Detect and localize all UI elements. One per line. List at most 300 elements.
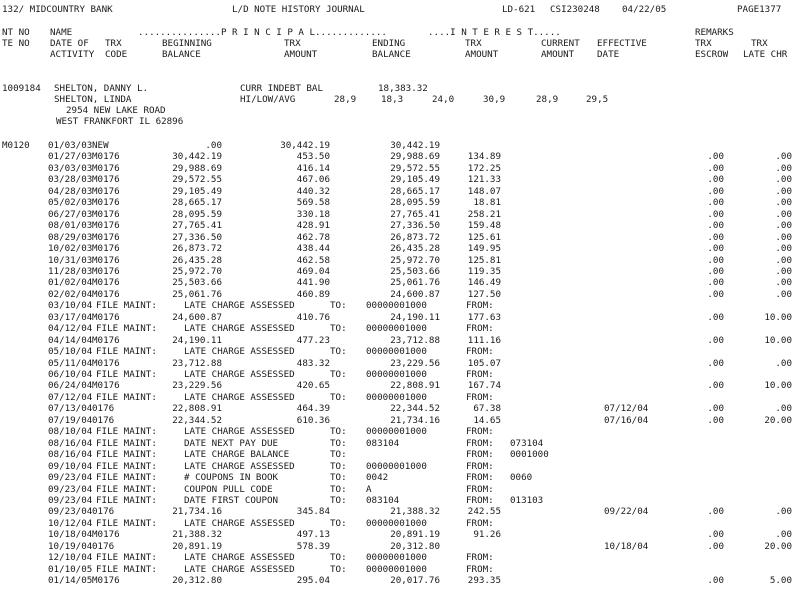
row-late-charge: 10.00 — [764, 311, 792, 323]
row-interest: FROM: — [466, 426, 494, 438]
row-code: M0176 — [92, 254, 120, 266]
row-ending: 20,891.19 — [390, 529, 440, 541]
row-ending: 0042 — [366, 472, 389, 484]
page-number: PAGE1377 — [737, 4, 782, 15]
bank-name: 132/ MIDCOUNTRY BANK — [2, 4, 113, 15]
hdr-trx-late: TRX — [751, 38, 768, 49]
curr-indebt-value: 18,383.32 — [378, 83, 428, 94]
row-beginning: 24,190.11 — [172, 334, 222, 346]
row-date: 08/10/04 — [48, 426, 93, 438]
row-amount: 462.58 — [296, 254, 330, 266]
row-late-charge: .00 — [775, 254, 792, 266]
row-late-charge: 5.00 — [769, 575, 792, 587]
row-date: 10/12/04 — [48, 517, 93, 529]
hilo-value-2: 18,3 — [381, 94, 404, 105]
row-amount: TO: — [330, 517, 347, 529]
row-ending: 24,600.87 — [390, 288, 440, 300]
row-effective: 10/18/04 — [604, 540, 649, 552]
row-date: 06/27/03 — [48, 208, 93, 220]
row-effective: 073104 — [510, 437, 544, 449]
row-beginning: LATE CHARGE ASSESSED — [184, 563, 295, 575]
row-ending: 24,190.11 — [390, 311, 440, 323]
row-ending: 29,105.49 — [390, 174, 440, 186]
row-date: 09/23/04 — [48, 483, 93, 495]
row-code: FILE MAINT: — [96, 323, 157, 335]
row-escrow: .00 — [707, 265, 724, 277]
row-ending: 00000001000 — [366, 323, 427, 335]
row-interest: FROM: — [466, 460, 494, 472]
hdr-beginning: BEGINNING — [162, 38, 212, 49]
row-date: 04/12/04 — [48, 323, 93, 335]
hilo-value-6: 29,5 — [586, 94, 609, 105]
row-date: 05/10/04 — [48, 346, 93, 358]
row-ending: 26,873.72 — [390, 231, 440, 243]
row-ending: 30,442.19 — [390, 140, 440, 151]
row-code: M0176 — [92, 529, 120, 541]
row-amount: TO: — [330, 472, 347, 484]
row-effective: 09/22/04 — [604, 506, 649, 518]
row-escrow: .00 — [707, 162, 724, 174]
row-ending: 28,665.17 — [390, 185, 440, 197]
row-date: 09/10/04 — [48, 460, 93, 472]
row-escrow: .00 — [707, 197, 724, 209]
row-escrow: .00 — [707, 254, 724, 266]
row-late-charge: .00 — [775, 162, 792, 174]
row-interest: 172.25 — [467, 162, 501, 174]
row-effective: 013103 — [510, 494, 544, 506]
row-escrow: .00 — [707, 288, 724, 300]
row-ending: 22,808.91 — [390, 380, 440, 392]
row-amount: 416.14 — [296, 162, 330, 174]
row-late-charge: 20.00 — [764, 540, 792, 552]
hdr-amount-interest: AMOUNT — [465, 49, 499, 60]
hdr-trx: TRX — [105, 38, 122, 49]
row-beginning: LATE CHARGE ASSESSED — [184, 426, 295, 438]
hilo-value-3: 24,0 — [432, 94, 455, 105]
row-amount: 578.39 — [296, 540, 330, 552]
row-interest: FROM: — [466, 483, 494, 495]
row-late-charge: .00 — [775, 197, 792, 209]
row-interest: FROM: — [466, 437, 494, 449]
hdr-name: NAME — [50, 27, 73, 38]
hdr-trx-escrow: TRX — [695, 38, 712, 49]
row-date: 03/17/04 — [48, 311, 93, 323]
row-ending: 00000001000 — [366, 460, 427, 472]
row-code: FILE MAINT: — [96, 494, 157, 506]
hdr-balance-begin: BALANCE — [162, 49, 201, 60]
hdr-activity: ACTIVITY — [50, 49, 95, 60]
row-late-charge: .00 — [775, 288, 792, 300]
row-late-charge: .00 — [775, 185, 792, 197]
row-date: 06/10/04 — [48, 369, 93, 380]
row-code: FILE MAINT: — [96, 346, 157, 358]
row-date: 01/02/04 — [48, 277, 93, 289]
hilo-value-5: 28,9 — [536, 94, 559, 105]
row-date: 05/11/04 — [48, 357, 93, 369]
row-ending: 00000001000 — [366, 300, 427, 312]
row-code: FILE MAINT: — [96, 300, 157, 312]
row-ending: 00000001000 — [366, 563, 427, 575]
row-amount: 295.04 — [296, 575, 330, 587]
row-interest: 105.07 — [467, 357, 501, 369]
row-beginning: 22,808.91 — [172, 403, 222, 415]
row-escrow: .00 — [707, 414, 724, 426]
row-ending: 21,734.16 — [390, 414, 440, 426]
row-interest: 146.49 — [467, 277, 501, 289]
row-code: FILE MAINT: — [96, 483, 157, 495]
row-date: 11/28/03 — [48, 265, 93, 277]
row-effective: 07/16/04 — [604, 414, 649, 426]
row-beginning: 26,873.72 — [172, 243, 222, 255]
row-effective: 07/12/04 — [604, 403, 649, 415]
row-date: 04/14/04 — [48, 334, 93, 346]
hdr-trx-principal: TRX — [284, 38, 301, 49]
row-code: M0176 — [92, 208, 120, 220]
row-code: M0176 — [92, 380, 120, 392]
row-code: 0176 — [92, 540, 115, 552]
row-amount: TO: — [330, 460, 347, 472]
row-code: M0176 — [92, 231, 120, 243]
row-beginning: 23,229.56 — [172, 380, 222, 392]
row-late-charge: 20.00 — [764, 414, 792, 426]
row-beginning: LATE CHARGE ASSESSED — [184, 517, 295, 529]
row-interest: 14.65 — [473, 414, 501, 426]
row-escrow: .00 — [707, 540, 724, 552]
row-code: M0176 — [92, 220, 120, 232]
row-beginning: LATE CHARGE ASSESSED — [184, 460, 295, 472]
hdr-escrow: ESCROW — [695, 49, 729, 60]
row-amount: 477.23 — [296, 334, 330, 346]
row-code: M0176 — [92, 197, 120, 209]
row-ending: 28,095.59 — [390, 197, 440, 209]
row-amount: TO: — [330, 552, 347, 564]
row-interest: FROM: — [466, 323, 494, 335]
row-date: 01/10/05 — [48, 563, 93, 575]
row-escrow: .00 — [707, 220, 724, 232]
row-ending: 00000001000 — [366, 552, 427, 564]
hdr-late-chr: LATE CHR — [743, 49, 788, 60]
row-amount: 497.13 — [296, 529, 330, 541]
row-date: 10/19/04 — [48, 540, 93, 552]
row-amount: TO: — [330, 369, 347, 380]
row-amount: 330.18 — [296, 208, 330, 220]
row-code: FILE MAINT: — [96, 552, 157, 564]
row-beginning: 25,061.76 — [172, 288, 222, 300]
row-interest: 125.81 — [467, 254, 501, 266]
row-ending: 00000001000 — [366, 517, 427, 529]
row-beginning: 23,712.88 — [172, 357, 222, 369]
row-code: M0176 — [92, 151, 120, 163]
row-amount: TO: — [330, 426, 347, 438]
row-beginning: LATE CHARGE ASSESSED — [184, 300, 295, 312]
row-amount: 467.06 — [296, 174, 330, 186]
row-ending: 26,435.28 — [390, 243, 440, 255]
row-amount: TO: — [330, 346, 347, 358]
row-late-charge: 10.00 — [764, 380, 792, 392]
row-beginning: 25,503.66 — [172, 277, 222, 289]
row-amount: 410.76 — [296, 311, 330, 323]
borrower-name-2: SHELTON, LINDA — [54, 94, 132, 105]
borrower-name-1: SHELTON, DANNY L. — [54, 83, 149, 94]
row-code: M0176 — [92, 277, 120, 289]
row-amount: 345.84 — [296, 506, 330, 518]
hdr-balance-end: BALANCE — [372, 49, 411, 60]
row-interest: 134.89 — [467, 151, 501, 163]
row-interest: FROM: — [466, 552, 494, 564]
row-code: FILE MAINT: — [96, 437, 157, 449]
row-beginning: 27,336.50 — [172, 231, 222, 243]
row-date: 05/02/03 — [48, 197, 93, 209]
row-interest: FROM: — [466, 346, 494, 358]
row-interest: 121.33 — [467, 174, 501, 186]
curr-indebt-label: CURR INDEBT BAL — [240, 83, 323, 94]
row-code: M0176 — [92, 265, 120, 277]
hilo-value-4: 30,9 — [483, 94, 506, 105]
row-code: M0176 — [92, 357, 120, 369]
row-late-charge: .00 — [775, 151, 792, 163]
row-date: 08/16/04 — [48, 449, 93, 461]
row-beginning: LATE CHARGE ASSESSED — [184, 391, 295, 403]
row-ending: 27,336.50 — [390, 220, 440, 232]
row-date: 07/12/04 — [48, 391, 93, 403]
row-interest: 293.35 — [467, 575, 501, 587]
row-amount: 483.32 — [296, 357, 330, 369]
hdr-ending: ENDING — [372, 38, 406, 49]
row-beginning: LATE CHARGE ASSESSED — [184, 369, 295, 380]
row-interest: 111.16 — [467, 334, 501, 346]
row-escrow: .00 — [707, 231, 724, 243]
row-interest: 167.74 — [467, 380, 501, 392]
row-date: 03/28/03 — [48, 174, 93, 186]
note-number: 1009184 — [2, 83, 41, 94]
row-interest: 127.50 — [467, 288, 501, 300]
row-amount: 428.91 — [296, 220, 330, 232]
row-code: M0176 — [92, 311, 120, 323]
row-interest: 125.61 — [467, 231, 501, 243]
row-amount: 464.39 — [296, 403, 330, 415]
row-code: M0176 — [92, 575, 120, 587]
row-code: NEW — [92, 140, 109, 151]
row-amount: 569.58 — [296, 197, 330, 209]
row-amount: TO: — [330, 323, 347, 335]
row-date: 12/10/04 — [48, 552, 93, 564]
row-amount: 441.90 — [296, 277, 330, 289]
row-beginning: LATE CHARGE ASSESSED — [184, 323, 295, 335]
row-amount: 610.36 — [296, 414, 330, 426]
sub-note-number: M0120 — [2, 140, 30, 151]
row-ending: 20,312.80 — [390, 540, 440, 552]
row-beginning: 29,105.49 — [172, 185, 222, 197]
row-code: FILE MAINT: — [96, 426, 157, 438]
row-beginning: LATE CHARGE ASSESSED — [184, 552, 295, 564]
row-ending: 27,765.41 — [390, 208, 440, 220]
row-amount: TO: — [330, 437, 347, 449]
row-late-charge: .00 — [775, 174, 792, 186]
row-date: 08/29/03 — [48, 231, 93, 243]
row-escrow: .00 — [707, 506, 724, 518]
row-code: FILE MAINT: — [96, 472, 157, 484]
row-date: 07/19/04 — [48, 414, 93, 426]
row-ending: 00000001000 — [366, 391, 427, 403]
row-beginning: 25,972.70 — [172, 265, 222, 277]
row-late-charge: .00 — [775, 506, 792, 518]
row-amount: TO: — [330, 391, 347, 403]
row-ending: 29,572.55 — [390, 162, 440, 174]
row-late-charge: 10.00 — [764, 334, 792, 346]
row-interest: 119.35 — [467, 265, 501, 277]
row-beginning: 22,344.52 — [172, 414, 222, 426]
row-code: FILE MAINT: — [96, 449, 157, 461]
row-code: M0176 — [92, 243, 120, 255]
row-code: M0176 — [92, 288, 120, 300]
row-beginning: 27,765.41 — [172, 220, 222, 232]
row-beginning: 20,891.19 — [172, 540, 222, 552]
hdr-amount-current: AMOUNT — [541, 49, 575, 60]
hdr-date-of: DATE OF — [50, 38, 89, 49]
row-beginning: COUPON PULL CODE — [184, 483, 273, 495]
row-interest: 258.21 — [467, 208, 501, 220]
row-beginning: LATE CHARGE BALANCE — [184, 449, 290, 461]
row-code: 0176 — [92, 403, 115, 415]
row-ending: 20,017.76 — [390, 575, 440, 587]
row-code: M0176 — [92, 174, 120, 186]
row-amount: 30,442.19 — [280, 140, 330, 151]
row-ending: 23,712.88 — [390, 334, 440, 346]
row-late-charge: .00 — [775, 243, 792, 255]
row-interest: FROM: — [466, 517, 494, 529]
row-escrow: .00 — [707, 334, 724, 346]
row-escrow: .00 — [707, 151, 724, 163]
row-code: M0176 — [92, 185, 120, 197]
row-code: FILE MAINT: — [96, 391, 157, 403]
form-id: LD-621 — [502, 4, 536, 15]
row-escrow: .00 — [707, 174, 724, 186]
row-escrow: .00 — [707, 380, 724, 392]
row-ending: 25,503.66 — [390, 265, 440, 277]
row-date: 02/02/04 — [48, 288, 93, 300]
row-escrow: .00 — [707, 243, 724, 255]
row-ending: 22,344.52 — [390, 403, 440, 415]
row-interest: 159.48 — [467, 220, 501, 232]
row-interest: FROM: — [466, 449, 494, 461]
row-beginning: 21,388.32 — [172, 529, 222, 541]
row-ending: 29,988.69 — [390, 151, 440, 163]
report-title: L/D NOTE HISTORY JOURNAL — [232, 4, 365, 15]
hilo-label: HI/LOW/AVG — [240, 94, 296, 105]
row-date: 09/23/04 — [48, 506, 93, 518]
row-date: 01/03/03 — [48, 140, 93, 151]
row-amount: TO: — [330, 483, 347, 495]
row-date: 10/31/03 — [48, 254, 93, 266]
row-beginning: LATE CHARGE ASSESSED — [184, 346, 295, 358]
row-late-charge: .00 — [775, 208, 792, 220]
hdr-te-no: TE NO — [2, 38, 30, 49]
row-ending: A — [366, 483, 372, 495]
row-code: FILE MAINT: — [96, 369, 157, 380]
row-interest: FROM: — [466, 563, 494, 575]
row-escrow: .00 — [707, 403, 724, 415]
row-escrow: .00 — [707, 575, 724, 587]
row-amount: 438.44 — [296, 243, 330, 255]
row-date: 08/01/03 — [48, 220, 93, 232]
row-amount: 440.32 — [296, 185, 330, 197]
row-late-charge: .00 — [775, 220, 792, 232]
row-interest: 67.38 — [473, 403, 501, 415]
row-escrow: .00 — [707, 357, 724, 369]
row-ending: 083104 — [366, 437, 400, 449]
row-late-charge: .00 — [775, 277, 792, 289]
row-code: FILE MAINT: — [96, 517, 157, 529]
hdr-interest-section: ....I N T E R E S T..... — [428, 27, 561, 38]
row-amount: TO: — [330, 300, 347, 312]
row-escrow: .00 — [707, 208, 724, 220]
hdr-trx-interest: TRX — [465, 38, 482, 49]
row-ending: 00000001000 — [366, 426, 427, 438]
row-escrow: .00 — [707, 185, 724, 197]
row-late-charge: .00 — [775, 231, 792, 243]
row-interest: FROM: — [466, 300, 494, 312]
row-beginning: 30,442.19 — [172, 151, 222, 163]
row-amount: TO: — [330, 494, 347, 506]
row-late-charge: .00 — [775, 403, 792, 415]
hdr-effective: EFFECTIVE — [597, 38, 647, 49]
row-date: 03/10/04 — [48, 300, 93, 312]
row-date: 01/14/05 — [48, 575, 93, 587]
row-beginning: 28,095.59 — [172, 208, 222, 220]
hdr-remarks: REMARKS — [695, 27, 734, 38]
row-late-charge: .00 — [775, 265, 792, 277]
row-amount: TO: — [330, 449, 347, 461]
row-interest: 148.07 — [467, 185, 501, 197]
row-code: 0176 — [92, 414, 115, 426]
row-date: 04/28/03 — [48, 185, 93, 197]
row-escrow: .00 — [707, 529, 724, 541]
row-interest: 149.95 — [467, 243, 501, 255]
row-interest: FROM: — [466, 391, 494, 403]
row-interest: 242.55 — [467, 506, 501, 518]
row-ending: 25,972.70 — [390, 254, 440, 266]
row-interest: FROM: — [466, 369, 494, 380]
row-ending: 00000001000 — [366, 346, 427, 358]
row-date: 10/02/03 — [48, 243, 93, 255]
row-amount: 460.89 — [296, 288, 330, 300]
row-beginning: 29,572.55 — [172, 174, 222, 186]
row-amount: 462.78 — [296, 231, 330, 243]
row-amount: TO: — [330, 563, 347, 575]
report-date: 04/22/05 — [622, 4, 667, 15]
row-beginning: DATE NEXT PAY DUE — [184, 437, 279, 449]
row-beginning: 20,312.80 — [172, 575, 222, 587]
address-line-2: WEST FRANKFORT IL 62896 — [56, 116, 184, 127]
hdr-date-effective: DATE — [597, 49, 620, 60]
row-ending: 23,229.56 — [390, 357, 440, 369]
row-date: 03/03/03 — [48, 162, 93, 174]
report-code: CSI230248 — [550, 4, 600, 15]
row-beginning: .00 — [205, 140, 222, 151]
row-interest: 18.81 — [473, 197, 501, 209]
row-beginning: 29,988.69 — [172, 162, 222, 174]
row-date: 01/27/03 — [48, 151, 93, 163]
row-interest: FROM: — [466, 472, 494, 484]
hdr-current: CURRENT — [541, 38, 580, 49]
row-effective: 0001000 — [510, 449, 549, 461]
row-interest: FROM: — [466, 494, 494, 506]
row-escrow: .00 — [707, 311, 724, 323]
row-code: M0176 — [92, 334, 120, 346]
row-date: 10/18/04 — [48, 529, 93, 541]
row-code: 0176 — [92, 506, 115, 518]
row-ending: 21,388.32 — [390, 506, 440, 518]
